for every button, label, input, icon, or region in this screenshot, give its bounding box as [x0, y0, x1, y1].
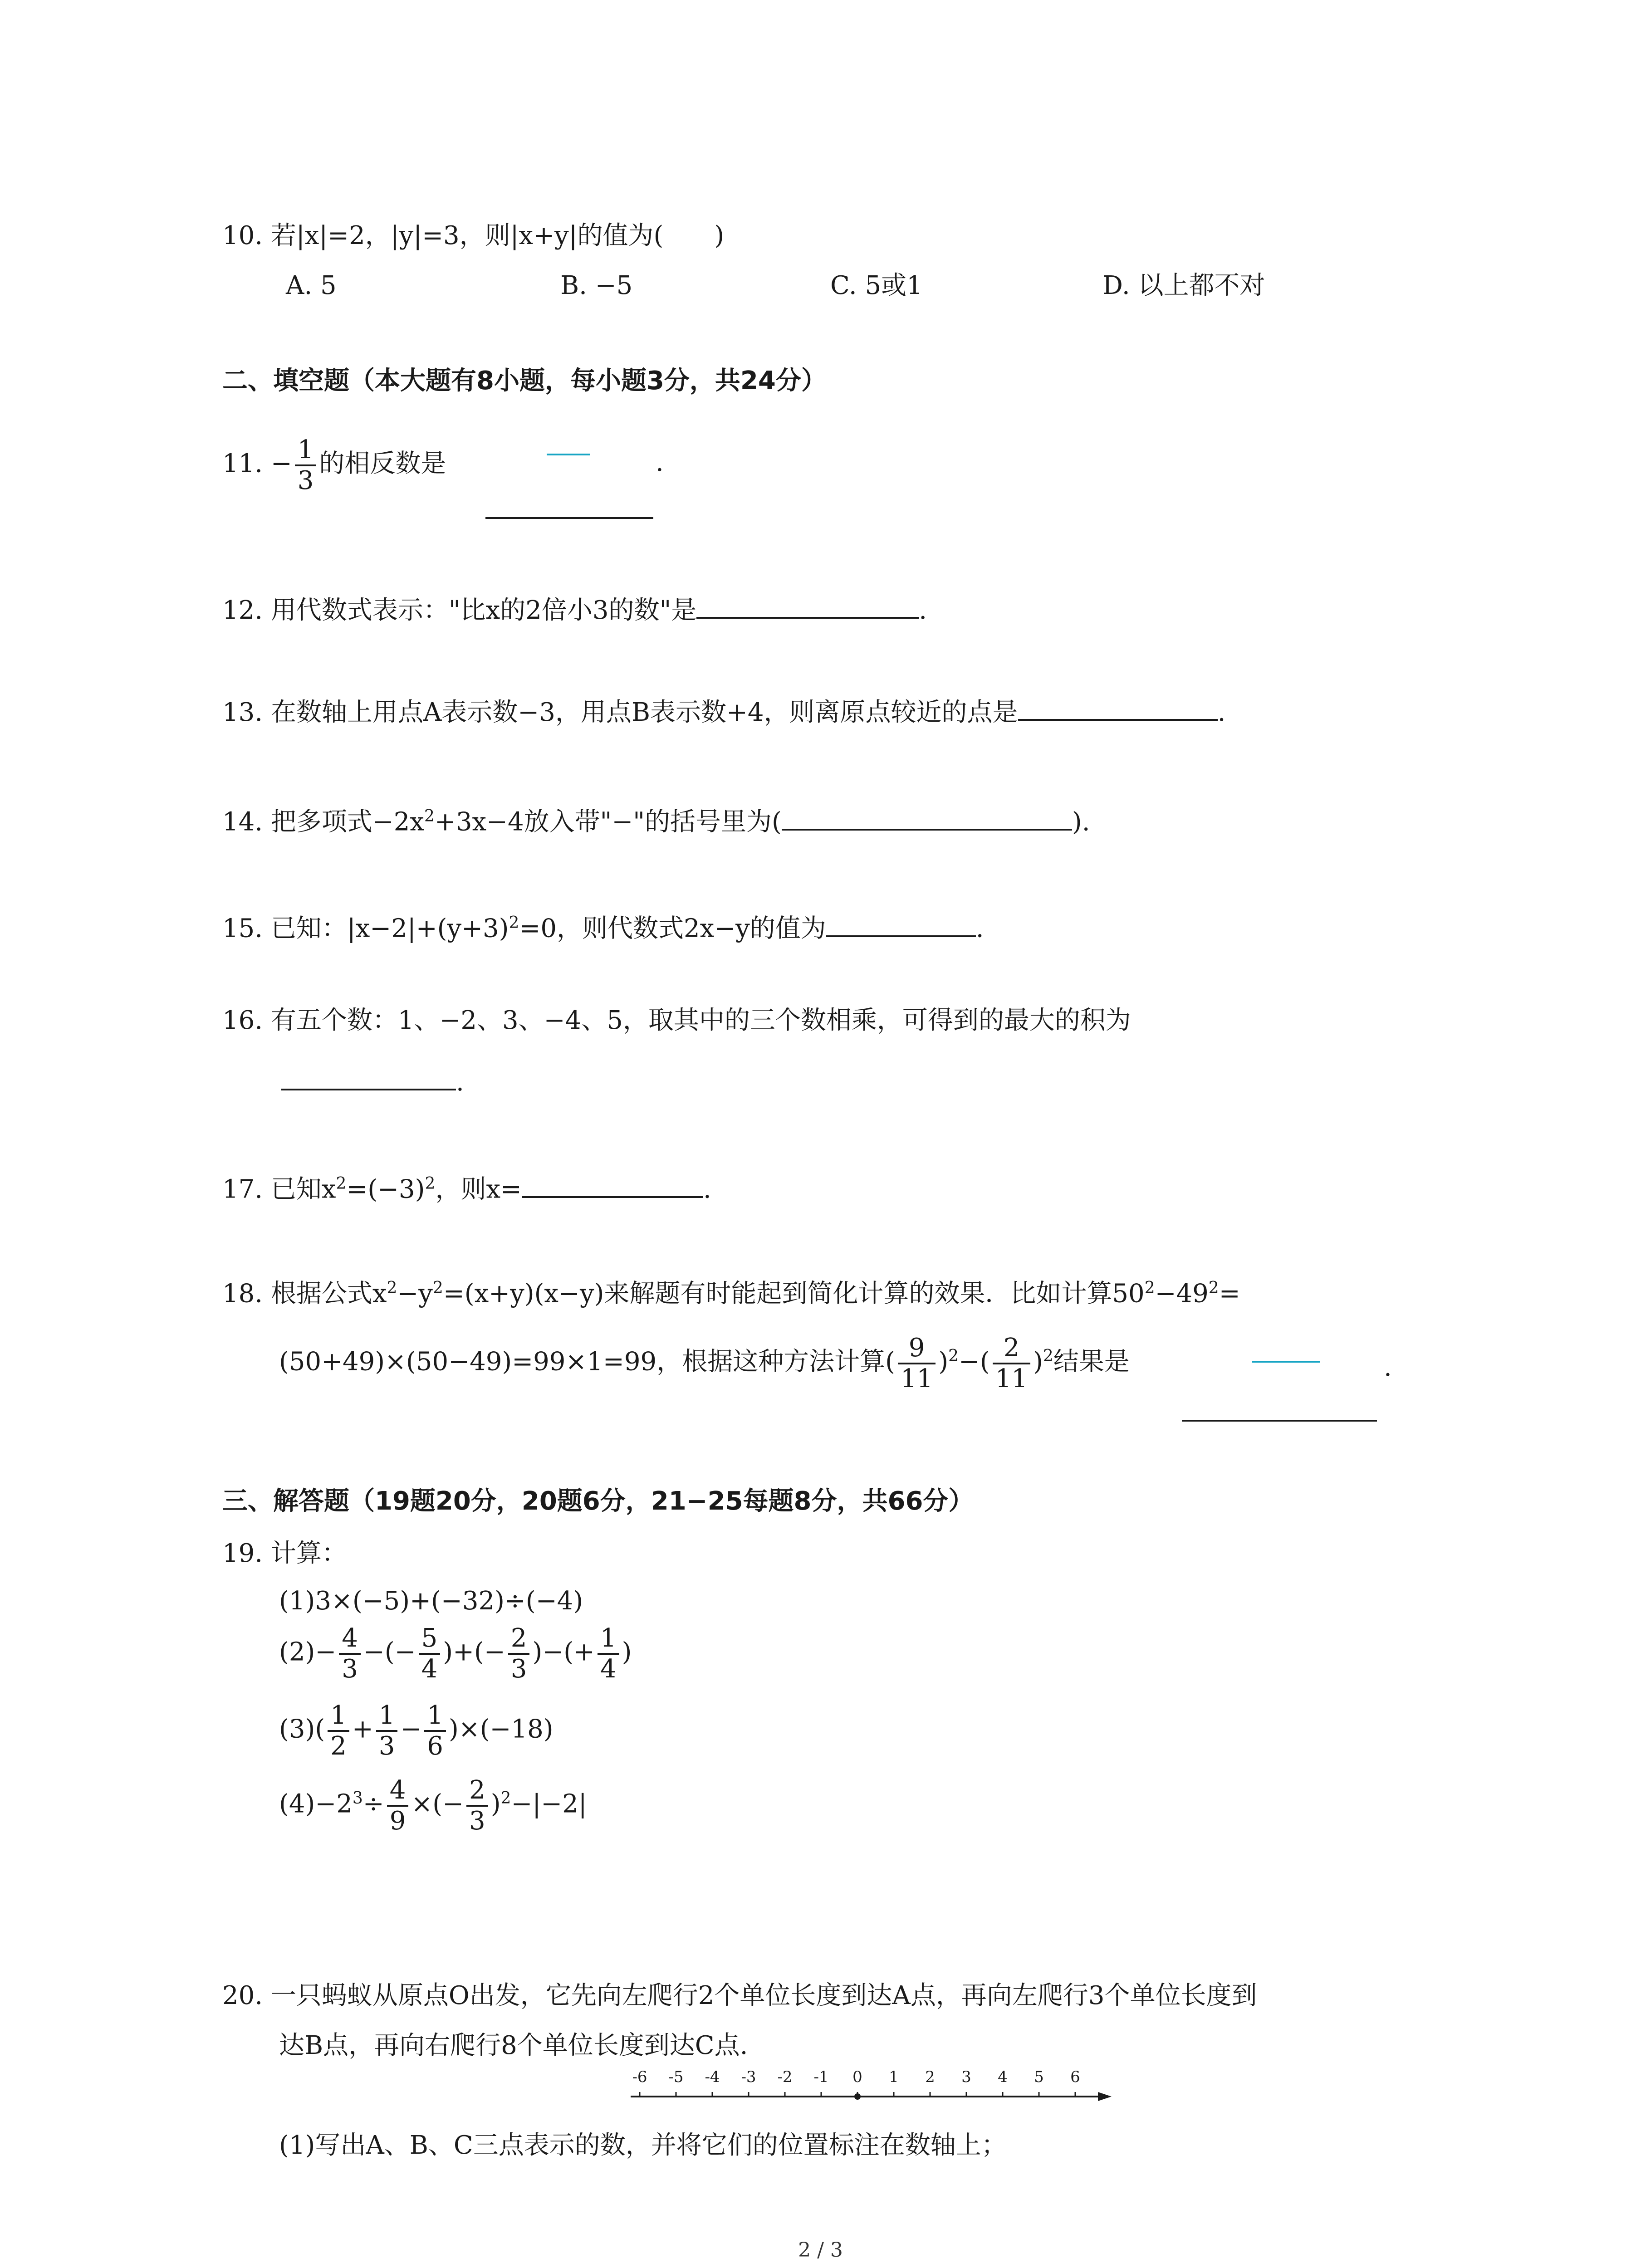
- q11-answer-mark: [547, 454, 590, 455]
- q19-p4-frac-1: $\frac{4}{9}$: [387, 1776, 409, 1836]
- q19-part-3: (3)( $\frac{1}{2}$ + $\frac{1}{3}$ − $\frac{1}{6}$ )×(−18): [279, 1701, 554, 1761]
- q18-answer-mark: [1252, 1361, 1320, 1363]
- q13-answer-blank[interactable]: [1018, 692, 1218, 721]
- q10-option-c: C. 5或1: [830, 271, 923, 300]
- q19-p2-frac-1: $\frac{4}{3}$: [339, 1624, 361, 1684]
- number-line-tick-label: 1: [889, 2068, 899, 2086]
- q11-answer-blank[interactable]: [485, 517, 653, 519]
- q14-answer-blank[interactable]: [782, 802, 1072, 831]
- q16-answer-line: .: [281, 1061, 464, 1100]
- number-line-arrow-icon: [1098, 2092, 1112, 2101]
- number-line-tick-label: 6: [1070, 2068, 1080, 2086]
- q19-p2-frac-2: $\frac{5}{4}$: [419, 1624, 441, 1684]
- q20-line-1: 20. 一只蚂蚁从原点O出发，它先向左爬行2个单位长度到达A点，再向左爬行3个单位长度到: [222, 1981, 1257, 2010]
- page-number: 2 / 3: [798, 2239, 843, 2262]
- q19-p2-frac-4: $\frac{1}{4}$: [598, 1624, 619, 1684]
- q19-p4-frac-2: $\frac{2}{3}$: [466, 1776, 488, 1836]
- number-line-tick-label: 5: [1034, 2068, 1044, 2086]
- q10-option-b: B. −5: [560, 271, 633, 300]
- q10-option-a: A. 5: [286, 271, 337, 300]
- q20-line-2: 达B点，再向右爬行8个单位长度到达C点.: [279, 2031, 748, 2060]
- number-line-tick-label: 3: [961, 2068, 971, 2086]
- q18-line-2: (50+49)×(50−49)=99×1=99，根据这种方法计算( $\frac{9}{11}$ )$^2$−( $\frac{2}{11}$ )$^2$结果是: [279, 1333, 1130, 1393]
- section-3-heading: 三、解答题（19题20分，20题6分，21−25每题8分，共66分）: [222, 1486, 974, 1516]
- number-line-tick-label: 2: [925, 2068, 935, 2086]
- q16-answer-blank[interactable]: [281, 1061, 456, 1090]
- number-line-tick-label: -5: [668, 2068, 684, 2086]
- q19-p2-frac-3: $\frac{2}{3}$: [508, 1624, 530, 1684]
- q19-part-4: $(4)-2^3\div$ $\frac{4}{9}$ ×(− $\frac{2}{3}$ )$^2$−|−2|: [279, 1775, 587, 1836]
- q17-stem: 17. 已知$x^2=(-3)^2$，则x= .: [222, 1166, 711, 1208]
- q12-answer-blank[interactable]: [696, 590, 919, 619]
- q18-fraction-2: $\frac{2}{11}$: [993, 1334, 1030, 1393]
- q18-period: .: [1384, 1353, 1392, 1382]
- q19-part-1: (1)3×(−5)+(−32)÷(−4): [279, 1586, 583, 1616]
- q11-stem: 11. − $\frac{1}{3}$ 的相反数是: [222, 435, 446, 495]
- number-line-tick-label: -2: [777, 2068, 793, 2086]
- q18-answer-blank[interactable]: [1182, 1420, 1377, 1422]
- number-line-tick-label: 0: [852, 2068, 862, 2086]
- number-line-tick-label: -6: [632, 2068, 647, 2086]
- q15-stem: 15. 已知：$|x-2|+(y+3)^2=0$，则代数式2x−y的值为 .: [222, 905, 984, 947]
- q11-fraction: $\frac{1}{3}$: [295, 435, 317, 495]
- q20-part-1: (1)写出A、B、C三点表示的数，并将它们的位置标注在数轴上；: [279, 2131, 1007, 2160]
- q19-p3-frac-3: $\frac{1}{6}$: [424, 1701, 446, 1761]
- q12-stem: 12. 用代数式表示："比x的2倍小3的数"是 .: [222, 590, 927, 629]
- q14-stem: 14. 把多项式$-2x^2+3x-4$放入带"−"的括号里为( ).: [222, 798, 1090, 841]
- q19-title: 19. 计算：: [222, 1539, 347, 1568]
- q15-answer-blank[interactable]: [826, 908, 976, 937]
- number-line-tick-label: 4: [998, 2068, 1008, 2086]
- number-line-tick-label: -1: [813, 2068, 829, 2086]
- q19-p3-frac-1: $\frac{1}{2}$: [328, 1701, 349, 1761]
- number-line-tick-label: -4: [705, 2068, 720, 2086]
- q11-period: .: [656, 448, 664, 477]
- q13-stem: 13. 在数轴上用点A表示数−3，用点B表示数+4，则离原点较近的点是 .: [222, 692, 1225, 731]
- q18-fraction-1: $\frac{9}{11}$: [898, 1334, 936, 1393]
- q16-stem: 16. 有五个数：1、−2、3、−4、5，取其中的三个数相乘，可得到的最大的积为: [222, 1006, 1131, 1035]
- section-2-heading: 二、填空题（本大题有8小题，每小题3分，共24分）: [222, 366, 827, 396]
- q10-option-d: D. 以上都不对: [1102, 271, 1265, 300]
- number-line: [626, 2064, 1116, 2109]
- number-line-tick-label: -3: [741, 2068, 756, 2086]
- number-line-ticks: [632, 2068, 1080, 2100]
- q10-stem: 10. 若|x|=2，|y|=3，则|x+y|的值为( ): [222, 221, 725, 250]
- q19-part-2: (2)− $\frac{4}{3}$ −(− $\frac{5}{4}$ )+(− $\frac{2}{3}$ )−(+ $\frac{1}{4}$ ): [279, 1623, 632, 1684]
- q17-answer-blank[interactable]: [522, 1169, 703, 1198]
- q19-p3-frac-2: $\frac{1}{3}$: [376, 1701, 398, 1761]
- q18-line-1: 18. 根据公式$x^2-y^2=(x+y)(x-y)$来解题有时能起到简化计算的效果．比如计算$50^2-49^2=$: [222, 1279, 1240, 1309]
